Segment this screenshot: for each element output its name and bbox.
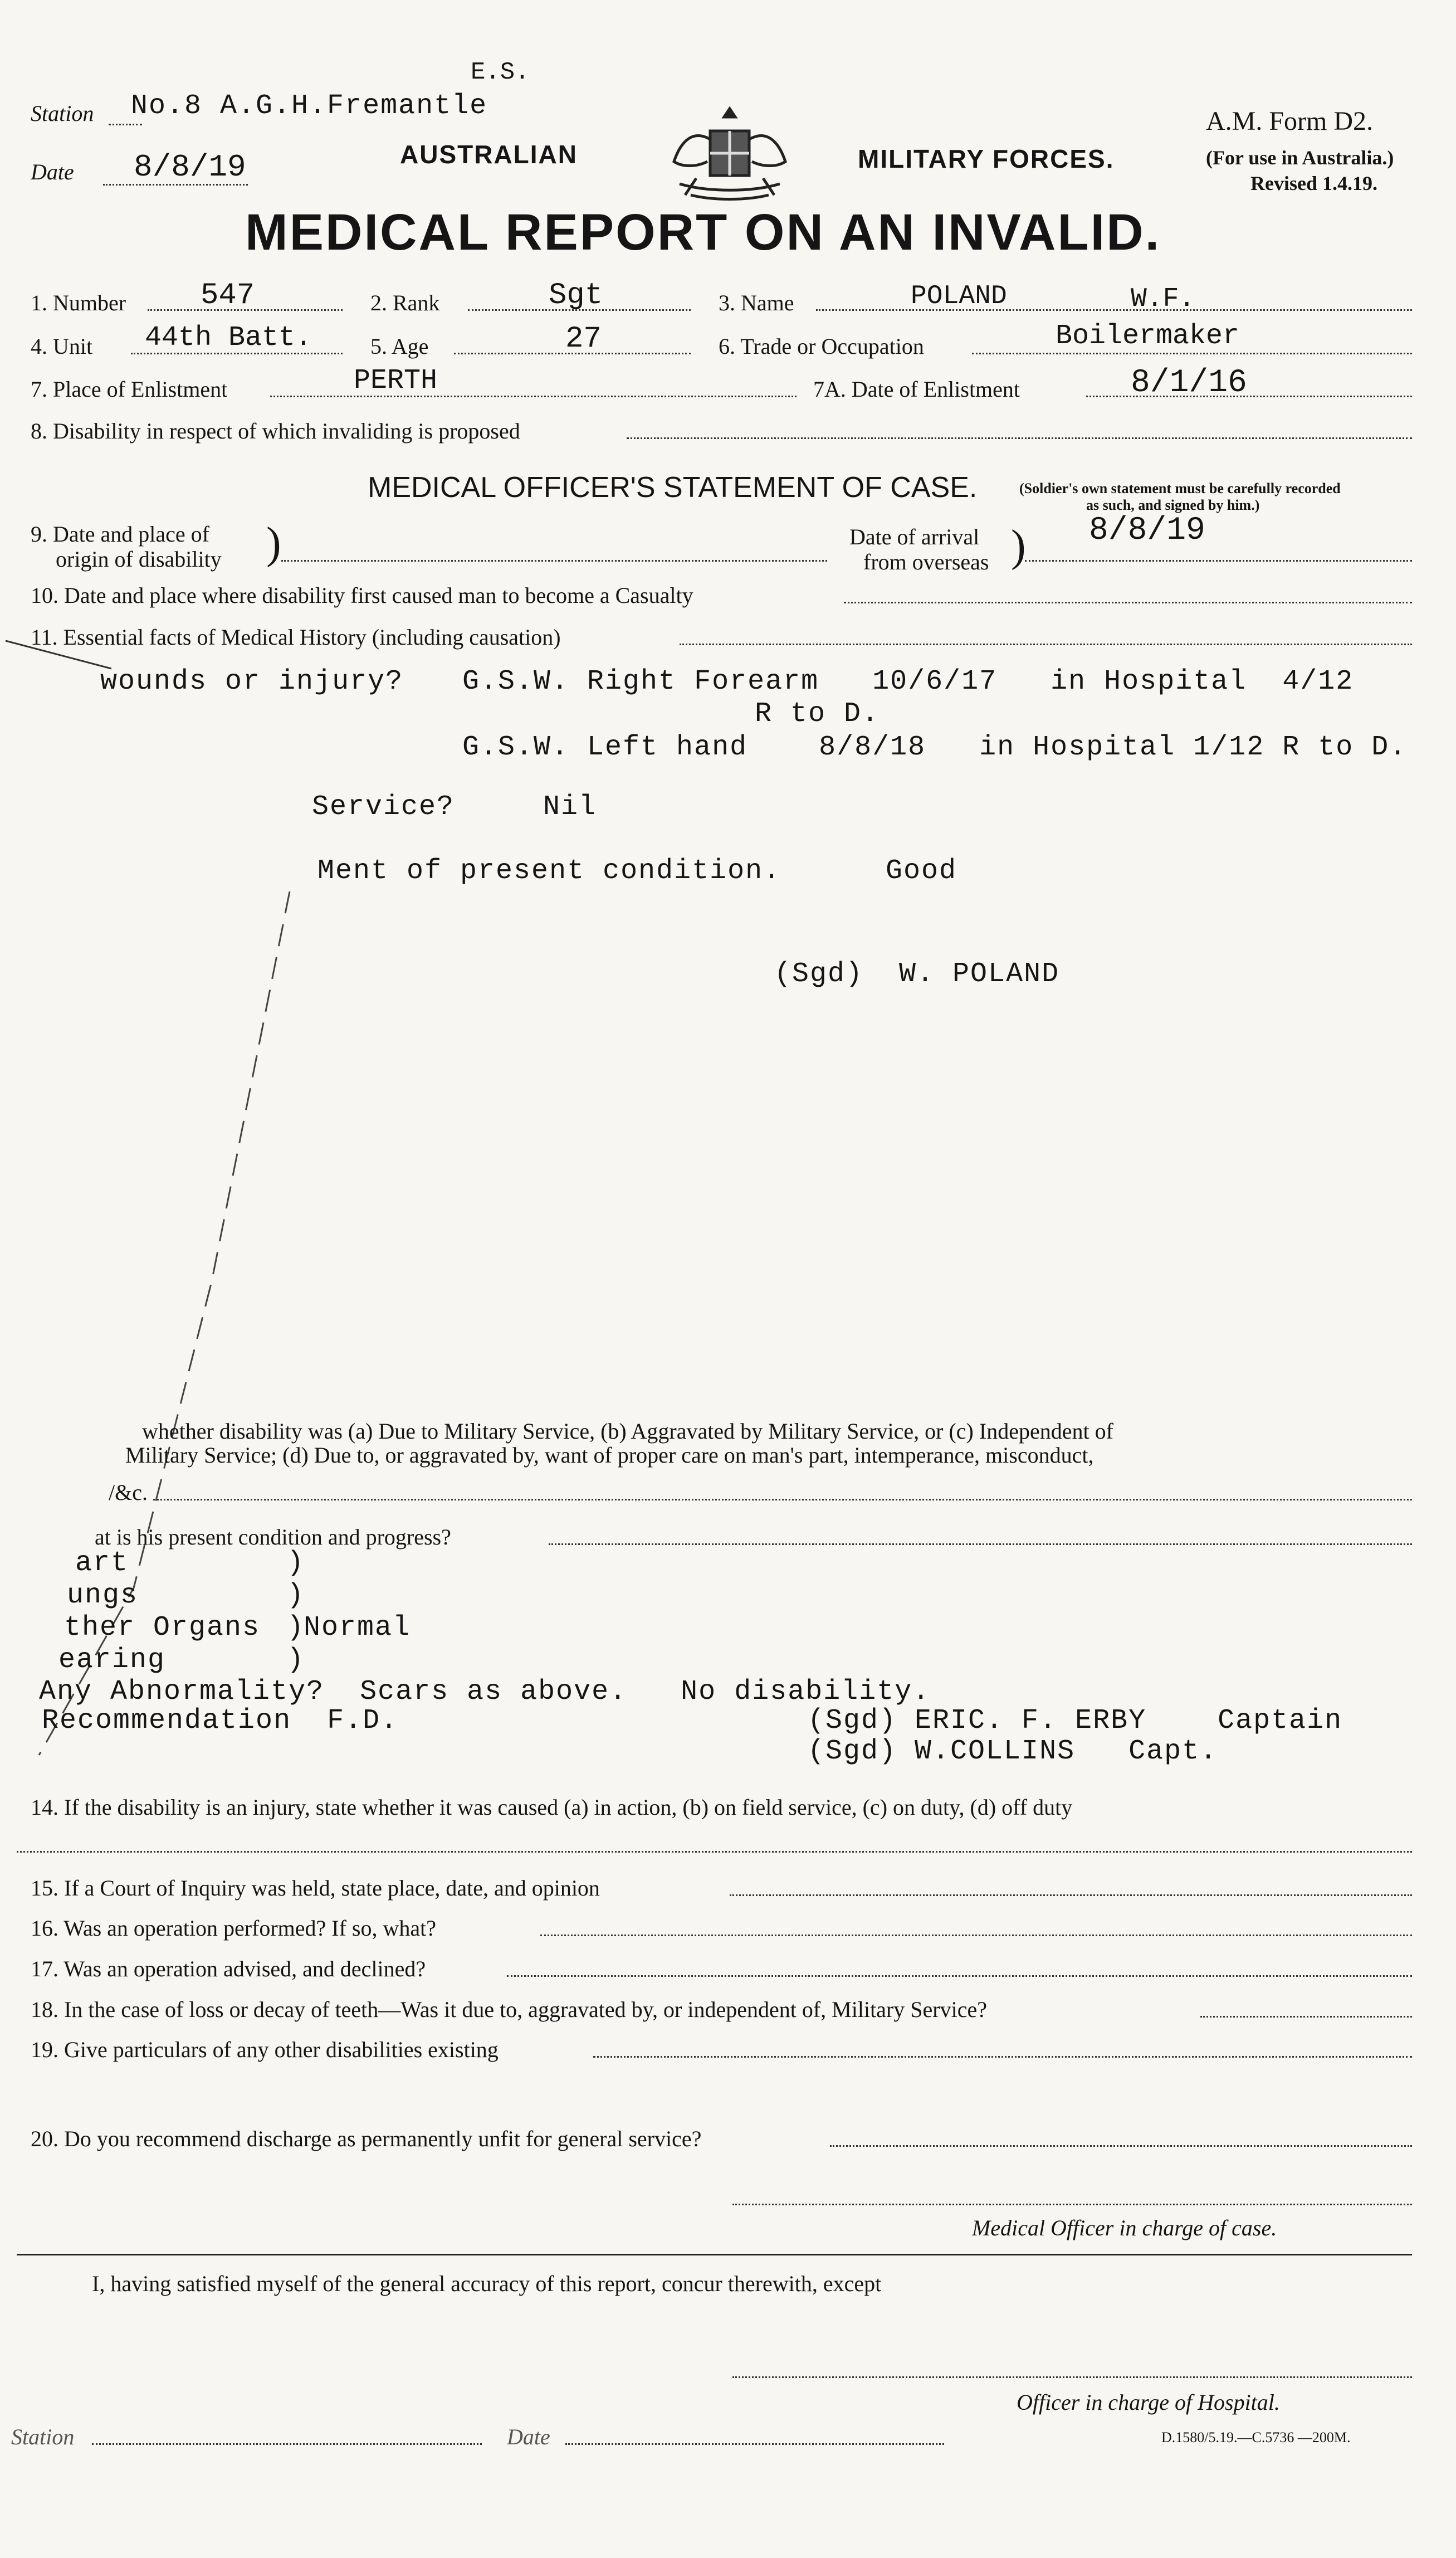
- q12-line-2: Military Service; (d) Due to, or aggravated by, want of proper care on man's part, intemperance, misconduct,: [125, 1443, 1094, 1468]
- rank-label: 2. Rank: [370, 290, 440, 315]
- date-value: 8/8/19: [134, 149, 246, 185]
- arrival-value: 8/8/19: [1089, 513, 1205, 549]
- q20-label: 20. Do you recommend discharge as permanently unfit for general service?: [31, 2126, 702, 2151]
- q9-brace: ): [266, 519, 281, 568]
- wound-2: G.S.W. Left hand 8/8/18 in Hospital 1/12 R to D.: [462, 732, 1408, 763]
- soldier-signature: (Sgd) W. POLAND: [774, 958, 1060, 990]
- disability-label: 8. Disability in respect of which invaliding is proposed: [31, 418, 520, 444]
- unit-label: 4. Unit: [31, 334, 93, 359]
- enlist-place-label: 7. Place of Enlistment: [31, 377, 228, 402]
- station-label: Station: [31, 101, 94, 126]
- margin-line: [0, 613, 390, 1761]
- organ-hearing: earing: [58, 1644, 166, 1676]
- q19-label: 19. Give particulars of any other disabilities existing: [31, 2037, 499, 2062]
- signature-collins: (Sgd) W.COLLINS Capt.: [808, 1736, 1218, 1767]
- forces-label: MILITARY FORCES.: [858, 144, 1115, 173]
- q11-label: 11. Essential facts of Medical History (including causation): [31, 625, 561, 650]
- number-label: 1. Number: [31, 290, 126, 315]
- page-title: MEDICAL REPORT ON AN INVALID.: [245, 204, 1161, 261]
- q14-label: 14. If the disability is an injury, state whether it was caused (a) in action, (b) on field service, (c) on duty, (d) off duty: [31, 1795, 1073, 1820]
- trade-label: 6. Trade or Occupation: [719, 334, 924, 359]
- q17-label: 17. Was an operation advised, and declined?: [31, 1956, 426, 1981]
- es-mark: E.S.: [471, 59, 530, 86]
- statement-note-2: as such, and signed by him.): [1086, 497, 1260, 513]
- mo-sign-label: Medical Officer in charge of case.: [972, 2215, 1277, 2240]
- organ-heart: art: [75, 1547, 129, 1579]
- rank-value: Sgt: [549, 279, 603, 313]
- arrival-label-2: from overseas: [863, 549, 989, 574]
- organ-other: ther Organs: [64, 1612, 261, 1644]
- service-answer: Nil: [543, 791, 597, 823]
- age-label: 5. Age: [370, 334, 429, 359]
- form-use: (For use in Australia.): [1206, 147, 1394, 169]
- footer-station-label: Station: [11, 2424, 75, 2449]
- statement-heading: MEDICAL OFFICER'S STATEMENT OF CASE.: [368, 471, 978, 504]
- trade-value: Boilermaker: [1056, 320, 1240, 352]
- form-id: A.M. Form D2.: [1206, 106, 1374, 136]
- age-value: 27: [565, 322, 602, 356]
- name-initials: W.F.: [1131, 284, 1195, 314]
- wound-1: G.S.W. Right Forearm 10/6/17 in Hospital 4/12: [462, 666, 1354, 698]
- service-question: Service?: [312, 791, 455, 823]
- country-label: AUSTRALIAN: [400, 140, 578, 169]
- q15-label: 15. If a Court of Inquiry was held, state place, date, and opinion: [31, 1875, 600, 1901]
- q12-line-1: whether disability was (a) Due to Military Service, (b) Aggravated by Military Service, or (c) Independent of: [142, 1419, 1113, 1444]
- wounds-question: wounds or injury?: [100, 666, 404, 698]
- recommendation: Recommendation F.D.: [42, 1705, 399, 1737]
- q13-label: at is his present condition and progress?: [95, 1524, 451, 1550]
- name-surname: POLAND: [911, 281, 1007, 311]
- abnormality: Any Abnormality? Scars as above. No disability.: [39, 1676, 931, 1708]
- concur-text: I, having satisfied myself of the general accuracy of this report, concur therewith, except: [92, 2271, 882, 2296]
- form-revised: Revised 1.4.19.: [1250, 172, 1377, 194]
- enlist-place-value: PERTH: [354, 365, 438, 397]
- condition-answer: Good: [886, 855, 957, 887]
- coat-of-arms-emblem: [657, 100, 802, 212]
- arrival-brace: ): [1011, 522, 1026, 571]
- number-value: 547: [201, 279, 255, 313]
- station-value: No.8 A.G.H.Fremantle: [131, 90, 488, 122]
- q18-label: 18. In the case of loss or decay of teeth—Was it due to, aggravated by, or independent of, Military Service?: [31, 1997, 987, 2022]
- wound-1-cont: R to D.: [755, 698, 880, 730]
- statement-note-1: (Soldier's own statement must be carefully recorded: [1019, 480, 1341, 496]
- enlist-date-value: 8/1/16: [1131, 365, 1247, 401]
- q9-label-1: 9. Date and place of: [31, 522, 209, 547]
- organ-lungs: ungs: [67, 1580, 139, 1611]
- q16-label: 16. Was an operation performed? If so, what?: [31, 1916, 437, 1941]
- condition-question: Ment of present condition.: [317, 855, 781, 887]
- signature-erby: (Sgd) ERIC. F. ERBY Captain: [808, 1705, 1343, 1737]
- enlist-date-label: 7A. Date of Enlistment: [813, 377, 1020, 402]
- arrival-label-1: Date of arrival: [849, 524, 980, 549]
- name-label: 3. Name: [719, 290, 794, 315]
- q12-line-3: /&c.: [109, 1480, 148, 1505]
- q9-label-2: origin of disability: [56, 547, 222, 572]
- print-code: D.1580/5.19.—C.5736 —200M.: [1161, 2429, 1351, 2445]
- oc-sign-label: Officer in charge of Hospital.: [1017, 2390, 1280, 2415]
- footer-date-label: Date: [507, 2424, 550, 2449]
- q10-label: 10. Date and place where disability first caused man to become a Casualty: [31, 583, 693, 608]
- date-label: Date: [31, 159, 74, 184]
- unit-value: 44th Batt.: [145, 322, 312, 354]
- organs-result: Normal: [304, 1612, 411, 1644]
